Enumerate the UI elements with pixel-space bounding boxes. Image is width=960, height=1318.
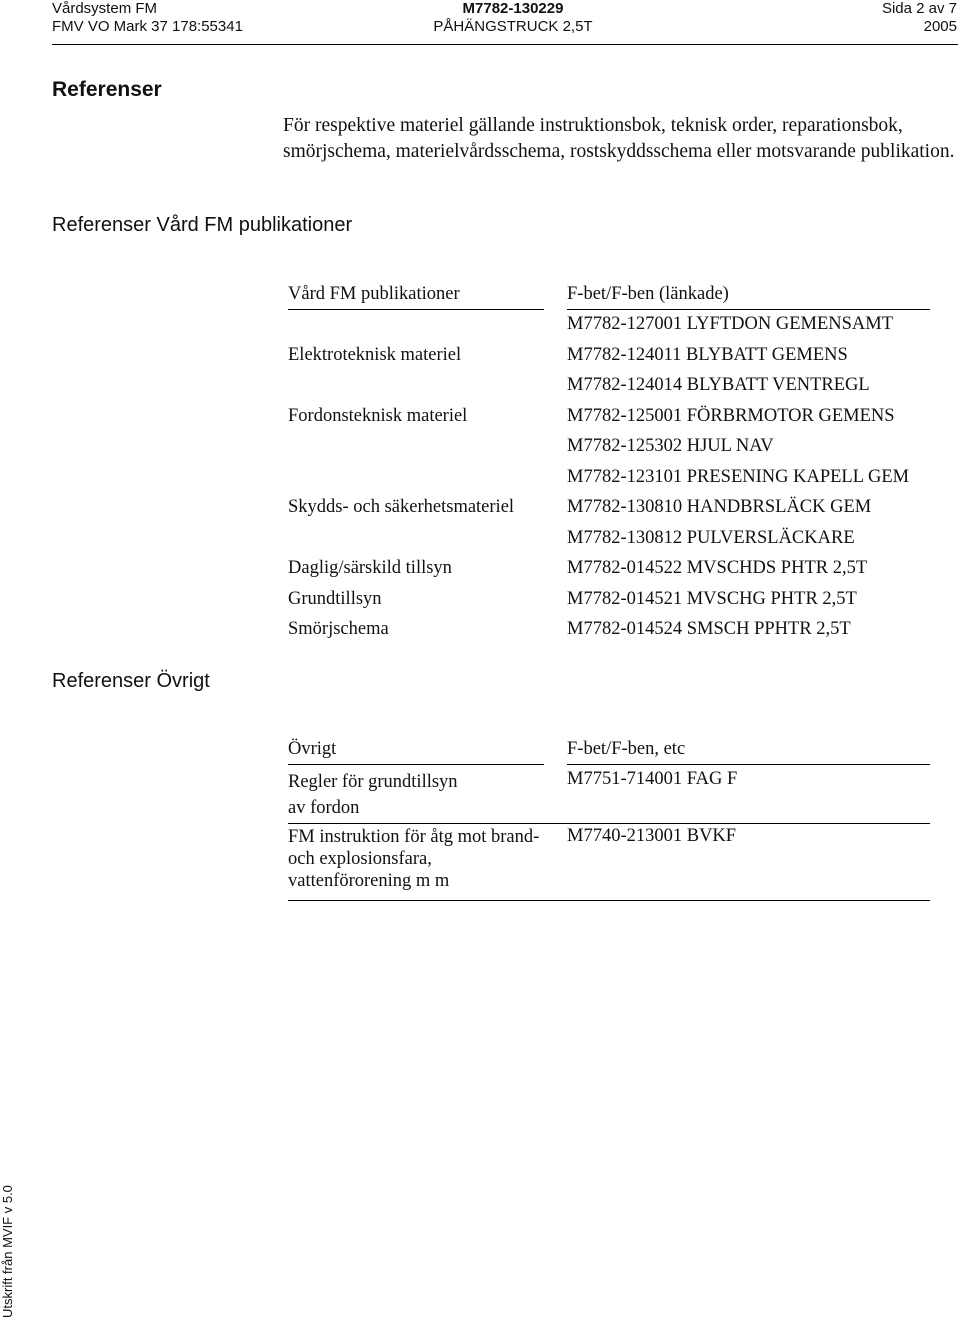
vard-row-right: M7782-125001 FÖRBRMOTOR GEMENS <box>567 406 895 426</box>
ovrigt-row-1-right: M7751-714001 FAG F <box>567 769 738 789</box>
header-page-number: Sida 2 av 7 <box>881 0 957 17</box>
vard-row-right: M7782-125302 HJUL NAV <box>567 436 774 456</box>
header-system: Vårdsystem FM <box>52 0 158 17</box>
vard-row-right: M7782-123101 PRESENING KAPELL GEM <box>567 467 910 487</box>
vard-row-left: Daglig/särskild tillsyn <box>288 558 452 578</box>
ovrigt-row-2-left-line-1: FM instruktion för åtg mot brand- <box>288 827 540 847</box>
vard-row-right: M7782-014521 MVSCHG PHTR 2,5T <box>567 589 857 609</box>
vard-row-right: M7782-014524 SMSCH PPHTR 2,5T <box>567 619 851 639</box>
vard-col2-header: F-bet/F-ben (länkade) <box>567 284 729 304</box>
ovrigt-row-divider <box>288 823 930 824</box>
vard-row-right: M7782-124011 BLYBATT GEMENS <box>567 345 848 365</box>
vard-col1-header: Vård FM publikationer <box>288 284 460 304</box>
ovrigt-col2-header: F-bet/F-ben, etc <box>567 739 686 759</box>
vard-row-left: Grundtillsyn <box>288 589 382 609</box>
vard-row-left: Fordonsteknisk materiel <box>288 406 468 426</box>
ovrigt-row-2-left-line-2: och explosionsfara, <box>288 849 432 869</box>
vard-row-right: M7782-014522 MVSCHDS PHTR 2,5T <box>567 558 868 578</box>
ovrigt-table <box>288 0 948 1318</box>
vard-row-right: M7782-130810 HANDBRSLÄCK GEM <box>567 497 872 517</box>
header-year: 2005 <box>923 18 957 35</box>
vard-row-left: Elektroteknisk materiel <box>288 345 462 365</box>
vard-row-right: M7782-127001 LYFTDON GEMENSAMT <box>567 314 894 334</box>
header-left <box>52 0 243 36</box>
ovrigt-col1-header: Övrigt <box>288 739 337 759</box>
ovrigt-bottom-rule <box>288 900 930 901</box>
ovrigt-row-1-left <box>288 769 458 821</box>
vard-row-left: Skydds- och säkerhetsmateriel <box>288 497 515 517</box>
vard-row-right: M7782-130812 PULVERSLÄCKARE <box>567 528 855 548</box>
ovrigt-col1-header-rule <box>288 764 544 765</box>
ovrigt-row-2-left-line-3: vattenförorening m m <box>288 871 450 891</box>
section-title: Referenser <box>52 78 162 101</box>
ovrigt-row-2-left <box>288 826 539 892</box>
ovrigt-col2-header-rule <box>567 764 930 765</box>
vard-row-left: Smörjschema <box>288 619 389 639</box>
header-doc-title: PÅHÄNGSTRUCK 2,5T <box>433 18 593 35</box>
vard-row-right: M7782-124014 BLYBATT VENTREGL <box>567 375 870 395</box>
ovrigt-row-1-left-line-1: Regler för grundtillsyn <box>288 772 458 792</box>
vard-heading: Referenser Vård FM publikationer <box>52 214 353 236</box>
header-vo-mark: FMV VO Mark 37 178:55341 <box>52 18 243 35</box>
section-intro: För respektive materiel gällande instruktionsbok, teknisk order, reparationsbok, smörjschema, materielvårdsschema, rostskyddsschema eller motsvarande publikation. <box>283 115 955 162</box>
ovrigt-row-2-right: M7740-213001 BVKF <box>567 826 737 846</box>
header-doc-number: M7782-130229 <box>462 0 564 17</box>
ovrigt-row-1-left-line-2: av fordon <box>288 798 360 818</box>
ovrigt-heading: Referenser Övrigt <box>52 670 210 692</box>
footer-vertical-text: Utskrift från MVIF v 5.0 <box>0 1185 15 1318</box>
